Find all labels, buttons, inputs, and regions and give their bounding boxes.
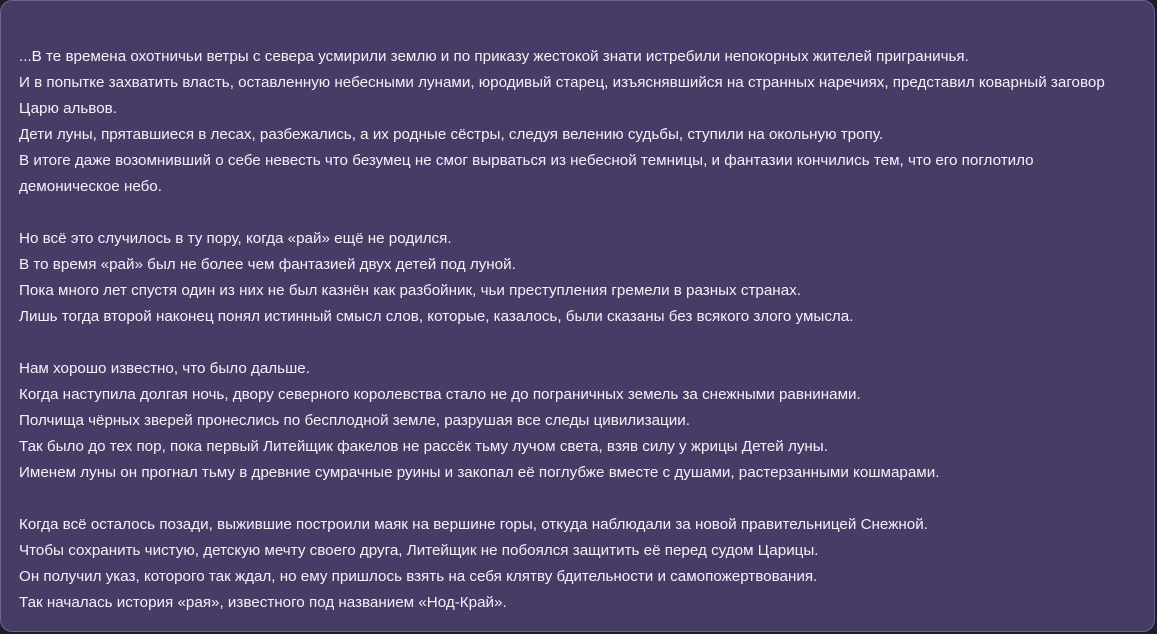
story-paragraph-3 xyxy=(19,356,1136,486)
story-line: Так началась история «рая», известного под названием «Нод-Край». xyxy=(19,594,507,611)
story-line: И в попытке захватить власть, оставленную небесными лунами, юродивый старец, изъяснявшийся на странных наречиях, представил коварный заговор Царю альвов. xyxy=(19,74,1110,117)
story-paragraph-2 xyxy=(19,226,1136,330)
story-line: Нам хорошо известно, что было дальше. xyxy=(19,360,310,377)
story-paragraph-4 xyxy=(19,512,1136,616)
story-line: В итоге даже возомнивший о себе невесть что безумец не смог вырваться из небесной темницы, и фантазии кончились тем, что его поглотило демоническое небо. xyxy=(19,152,1038,195)
story-line: Но всё это случилось в ту пору, когда «рай» ещё не родился. xyxy=(19,230,452,247)
story-line: Полчища чёрных зверей пронеслись по бесплодной земле, разрушая все следы цивилизации. xyxy=(19,412,690,429)
story-line: Так было до тех пор, пока первый Литейщик факелов не рассёк тьму лучом света, взяв силу у жрицы Детей луны. xyxy=(19,438,828,455)
story-line: ...В те времена охотничьи ветры с севера усмирили землю и по приказу жестокой знати истребили непокорных жителей приграничья. xyxy=(19,48,969,65)
story-line: Он получил указ, которого так ждал, но ему пришлось взять на себя клятву бдительности и самопожертвования. xyxy=(19,568,818,585)
story-line: Дети луны, прятавшиеся в лесах, разбежались, а их родные сёстры, следуя велению судьбы, ступили на окольную тропу. xyxy=(19,126,884,143)
story-line: В то время «рай» был не более чем фантазией двух детей под луной. xyxy=(19,256,516,273)
story-line: Чтобы сохранить чистую, детскую мечту своего друга, Литейщик не побоялся защитить её перед судом Царицы. xyxy=(19,542,819,559)
story-line: Когда всё осталось позади, выжившие построили маяк на вершине горы, откуда наблюдали за новой правительницей Снежной. xyxy=(19,516,928,533)
story-line: Когда наступила долгая ночь, двору северного королевства стало не до пограничных земель за снежными равнинами. xyxy=(19,386,861,403)
story-line: Лишь тогда второй наконец понял истинный смысл слов, которые, казалось, были сказаны без всякого злого умысла. xyxy=(19,308,854,325)
story-line: Именем луны он прогнал тьму в древние сумрачные руины и закопал её поглубже вместе с душами, растерзанными кошмарами. xyxy=(19,464,940,481)
story-paragraph-1 xyxy=(19,44,1136,200)
story-line: Пока много лет спустя один из них не был казнён как разбойник, чьи преступления гремели в разных странах. xyxy=(19,282,801,299)
